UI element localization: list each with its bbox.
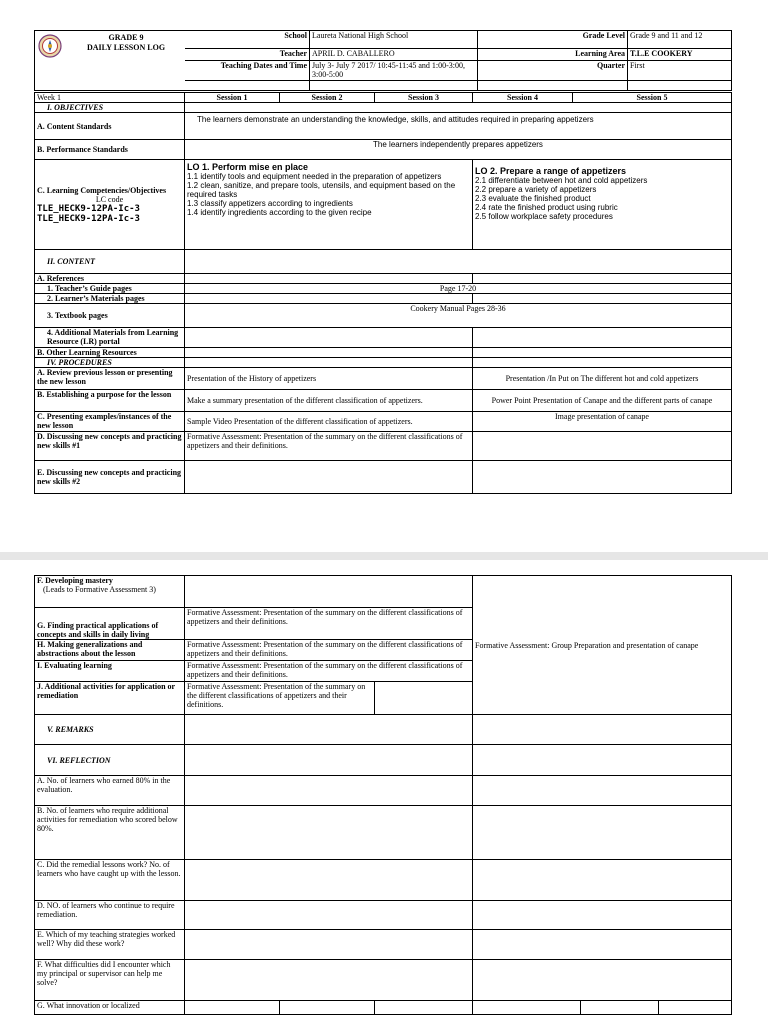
session-4-header: Session 4 [473, 93, 573, 103]
learning-area-label: Learning Area [478, 49, 628, 61]
reflection-e: E. Which of my teaching strategies worked well? Why did these work? [35, 930, 185, 960]
reflection-a: A. No. of learners who earned 80% in the evaluation. [35, 776, 185, 806]
session-2-header: Session 2 [280, 93, 375, 103]
procedure-a-session-4: Presentation /In Put on The different hot and cold appetizers [473, 368, 732, 390]
lo1-items: 1.1 identify tools and equipment needed in the preparation of appetizers 1.2 clean, sanitize, and prepare tools, utensils, and equipment based on the required tasks 1.3 classify appetizers according to ingredients 1.4 identify ingredients according to the given recipe [187, 172, 456, 217]
teachers-guide-label: 1. Teacher’s Guide pages [35, 284, 185, 294]
lesson-log-table-continued [34, 575, 732, 1015]
other-resources-label: B. Other Learning Resources [35, 348, 185, 358]
reflection-f: F. What difficulties did I encounter which my principal or supervisor can help me solve? [35, 960, 185, 1001]
procedure-j-label: J. Additional activities for application or remediation [35, 682, 185, 715]
session-3-header: Session 3 [375, 93, 473, 103]
procedure-a-session-1: Presentation of the History of appetizers [185, 368, 473, 390]
session-1-header: Session 1 [185, 93, 280, 103]
textbook-value: Cookery Manual Pages 28-36 [185, 304, 732, 328]
title-log: DAILY LESSON LOG [86, 43, 166, 52]
procedure-d-session-1: Formative Assessment: Presentation of the summary on the different classifications of appetizers and their definitions. [185, 432, 473, 461]
reflection-d: D. NO. of learners who continue to require remediation. [35, 901, 185, 930]
teacher-label: Teacher [185, 49, 310, 61]
competencies-label-cell [35, 160, 185, 250]
school-label: School [185, 31, 310, 49]
header-brand [35, 31, 185, 91]
grade-level-label: Grade Level [478, 31, 628, 49]
procedure-h-label: H. Making generalizations and abstractions about the lesson [35, 640, 185, 661]
lo1-title: LO 1. Perform mise en place [187, 162, 309, 172]
dates-value: July 3- July 7 2017/ 10:45-11:45 and 1:00-3:00, 3:00-5:00 [310, 61, 478, 81]
procedure-b-label: B. Establishing a purpose for the lesson [35, 390, 185, 412]
learning-area-value: T.L.E COOKERY [628, 49, 732, 61]
dates-label: Teaching Dates and Time [185, 61, 310, 81]
school-value: Laureta National High School [310, 31, 478, 49]
procedure-a-label: A. Review previous lesson or presenting the new lesson [35, 368, 185, 390]
teachers-guide-value: Page 17-20 [185, 284, 732, 294]
lo2-cell [473, 160, 732, 250]
procedures-heading: IV. PROCEDURES [35, 358, 185, 368]
procedure-b-session-4: Power Point Presentation of Canape and the different parts of canape [473, 390, 732, 412]
lo2-items: 2.1 differentiate between hot and cold appetizers 2.2 prepare a variety of appetizers 2.3 evaluate the finished product 2.4 rate the finished product using rubric 2.5 follow workplace safety procedures [475, 176, 648, 221]
content-heading: II. CONTENT [35, 250, 185, 274]
lo1-cell [185, 160, 473, 250]
lo2-title: LO 2. Prepare a range of appetizers [475, 166, 627, 176]
content-standards-value: The learners demonstrate an understanding the knowledge, skills, and attitudes required in preparing appetizers [185, 113, 732, 140]
teacher-value: APRIL D. CABALLERO [310, 49, 478, 61]
lc-code-1: TLE_HECK9-12PA-Ic-3 [37, 203, 140, 214]
remarks-heading: V. REMARKS [35, 715, 185, 745]
reflection-heading: VI. REFLECTION [35, 745, 185, 776]
grade-level-value: Grade 9 and 11 and 12 [628, 31, 732, 49]
lc-code-2: TLE_HECK9-12PA-Ic-3 [37, 213, 140, 224]
procedure-f-label-line1: F. Developing mastery [37, 576, 113, 585]
procedure-f-label-line2: (Leads to Formative Assessment 3) [43, 585, 156, 594]
procedure-c-label: C. Presenting examples/instances of the new lesson [35, 412, 185, 432]
content-standards-label: A. Content Standards [35, 113, 185, 140]
quarter-value: First [628, 61, 732, 81]
procedure-d-label: D. Discussing new concepts and practicing new skills #1 [35, 432, 185, 461]
procedure-c-session-1: Sample Video Presentation of the different classification of appetizers. [185, 412, 473, 432]
procedure-b-session-1: Make a summary presentation of the different classification of appetizers. [185, 390, 473, 412]
performance-standards-label: B. Performance Standards [35, 140, 185, 160]
procedure-e-label: E. Discussing new concepts and practicing new skills #2 [35, 461, 185, 494]
procedure-i-session-1: Formative Assessment: Presentation of the summary on the different classifications of appetizers and their definitions. [185, 661, 473, 682]
procedure-h-session-1: Formative Assessment: Presentation of the summary on the different classifications of appetizers and their definitions. [185, 640, 473, 661]
procedure-j-session-1: Formative Assessment: Presentation of the summary on the different classifications of appetizers and their definitions. [185, 682, 375, 715]
objectives-heading: I. OBJECTIVES [35, 103, 185, 113]
document-title [71, 33, 181, 53]
references-label: A. References [35, 274, 185, 284]
lesson-log-table [34, 92, 732, 494]
procedure-i-label: I. Evaluating learning [35, 661, 185, 682]
quarter-label: Quarter [478, 61, 628, 81]
header-table [34, 30, 732, 91]
procedure-g-session-1: Formative Assessment: Presentation of the summary on the different classifications of appetizers and their definitions. [185, 608, 473, 640]
reflection-b: B. No. of learners who require additional activities for remediation who scored below 80%. [35, 806, 185, 860]
page-2 [0, 560, 768, 1024]
week-cell: Week 1 [35, 93, 185, 103]
learners-materials-label: 2. Learner’s Materials pages [35, 294, 185, 304]
procedure-c-session-4: Image presentation of canape [473, 412, 732, 432]
reflection-g: G. What innovation or localized [35, 1001, 185, 1015]
competencies-label: C. Learning Competencies/Objectives [37, 185, 167, 195]
performance-standards-value: The learners independently prepares appetizers [185, 140, 732, 160]
reflection-c: C. Did the remedial lessons work? No. of learners who have caught up with the lesson. [35, 860, 185, 901]
procedure-f-label [35, 576, 185, 608]
textbook-label: 3. Textbook pages [35, 304, 185, 328]
deped-seal-icon [38, 34, 62, 58]
session-5-header: Session 5 [573, 93, 732, 103]
title-grade: GRADE 9 [108, 33, 144, 42]
additional-materials-label: 4. Additional Materials from Learning Resource (LR) portal [35, 328, 185, 348]
lc-code-label: LC code [95, 194, 124, 204]
procedure-fj-session-4: Formative Assessment: Group Preparation and presentation of canape [473, 576, 732, 715]
procedure-g-label: G. Finding practical applications of concepts and skills in daily living [35, 608, 185, 640]
